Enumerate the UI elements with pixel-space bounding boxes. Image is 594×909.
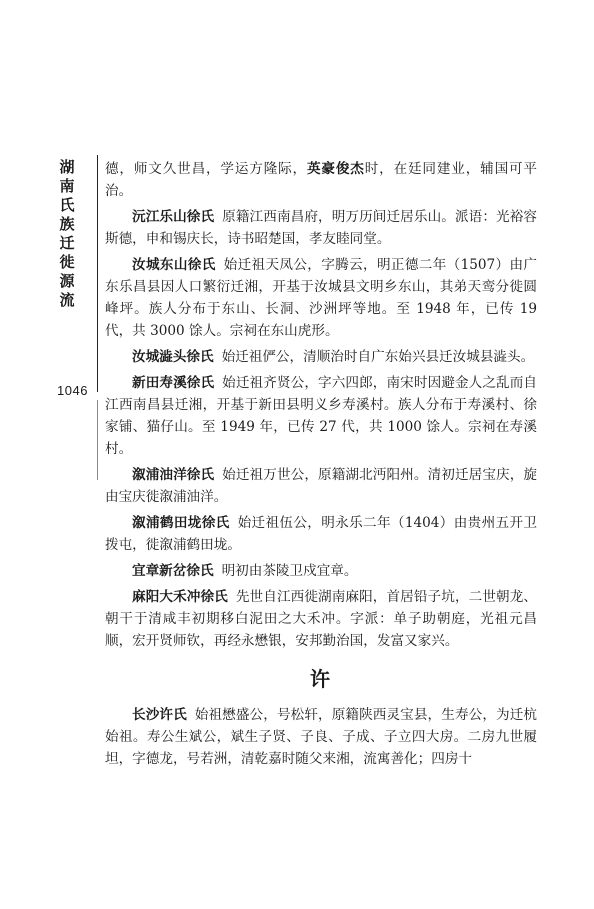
clan-entry — [105, 464, 537, 508]
clan-entry — [105, 372, 537, 460]
continued-text-emphasis: 英豪俊杰 — [307, 161, 365, 177]
clan-name: 麻阳大禾冲徐氏 — [132, 589, 228, 605]
clan-text: 始迁祖天凤公，字腾云，明正德二年（1507）由广东乐昌县因人口繁衍迁湘，开基于汝城县文明乡东山，其弟天鸾分徙圆峰坪。族人分布于东山、长洞、沙洲坪等地。至 1948 年，已传 19 代，共 3000 馀人。宗祠在东山虎形。 — [105, 257, 538, 339]
running-title: 湖南氏族迁徙源流 — [59, 158, 75, 309]
page-body — [105, 158, 537, 774]
section-heading: 许 — [310, 667, 332, 691]
clan-entry — [105, 206, 537, 250]
clan-entry — [105, 346, 537, 368]
continued-text-b: 时，在廷同建业，辅国可平治。 — [105, 161, 538, 199]
clan-name: 溆浦鹤田垅徐氏 — [132, 515, 230, 531]
margin-rule — [97, 155, 98, 392]
clan-entry — [105, 704, 537, 770]
clan-entry — [105, 254, 537, 342]
clan-text: 始迁祖齐贤公，字六四郎，南宋时因避金人之乱而自江西南昌县迁湘，开基于新田县明义乡寿溪村。族人分布于寿溪村、徐家铺、猫仔山。至 1949 年，已传 27 代，共 1000 馀人。宗祠在寿溪村。 — [105, 375, 538, 457]
clan-text: 始迁祖伍公，明永乐二年（1404）由贵州五开卫拨屯，徙溆浦鹤田垅。 — [105, 515, 538, 553]
clan-name: 汝城东山徐氏 — [132, 257, 216, 273]
clan-name: 新田寿溪徐氏 — [132, 375, 215, 391]
clan-text: 始迁祖俨公，清顺治时自广东始兴县迁汝城县澁头。 — [221, 349, 535, 365]
clan-text: 明初由茶陵卫戍宜章。 — [221, 563, 358, 579]
page-number: 1046 — [57, 383, 88, 398]
clan-entry — [105, 560, 537, 582]
clan-text: 始迁祖万世公，原籍湖北沔阳州。清初迁居宝庆，旋由宝庆徙溆浦油洋。 — [105, 467, 538, 505]
clan-text: 先世自江西徙湖南麻阳，首居铅子坑，二世朝龙、朝干于清咸丰初期移白泥田之大禾冲。字派：单子助朝庭，光祖元昌顺，宏开贤师钦，再经永懋银，安邦勤治国，发富又家兴。 — [105, 589, 538, 649]
clan-entry — [105, 512, 537, 556]
clan-text: 始祖懋盛公，号松轩，原籍陕西灵宝县，生寿公，为迁杭始祖。寿公生斌公，斌生子贤、子良、子成、子立四大房。二房九世履坦，字德龙，号若洲，清乾嘉时随父来湘，流寓善化；四房十 — [105, 707, 538, 767]
continued-paragraph — [105, 158, 537, 202]
clan-name: 溆浦油洋徐氏 — [132, 467, 215, 483]
margin-rule-lower — [97, 400, 98, 480]
clan-name: 长沙许氏 — [132, 707, 187, 723]
clan-text: 原籍江西南昌府，明万历间迁居乐山。派语：光裕容斯德，申和锡庆长，诗书昭楚国，孝友睦同堂。 — [105, 209, 538, 247]
clan-name: 汝城澁头徐氏 — [132, 349, 214, 365]
clan-name: 沅江乐山徐氏 — [132, 209, 215, 225]
continued-text-a: 德，师文久世昌，学运方隆际， — [105, 161, 307, 177]
clan-name: 宜章新岔徐氏 — [132, 563, 214, 579]
clan-entry — [105, 586, 537, 652]
